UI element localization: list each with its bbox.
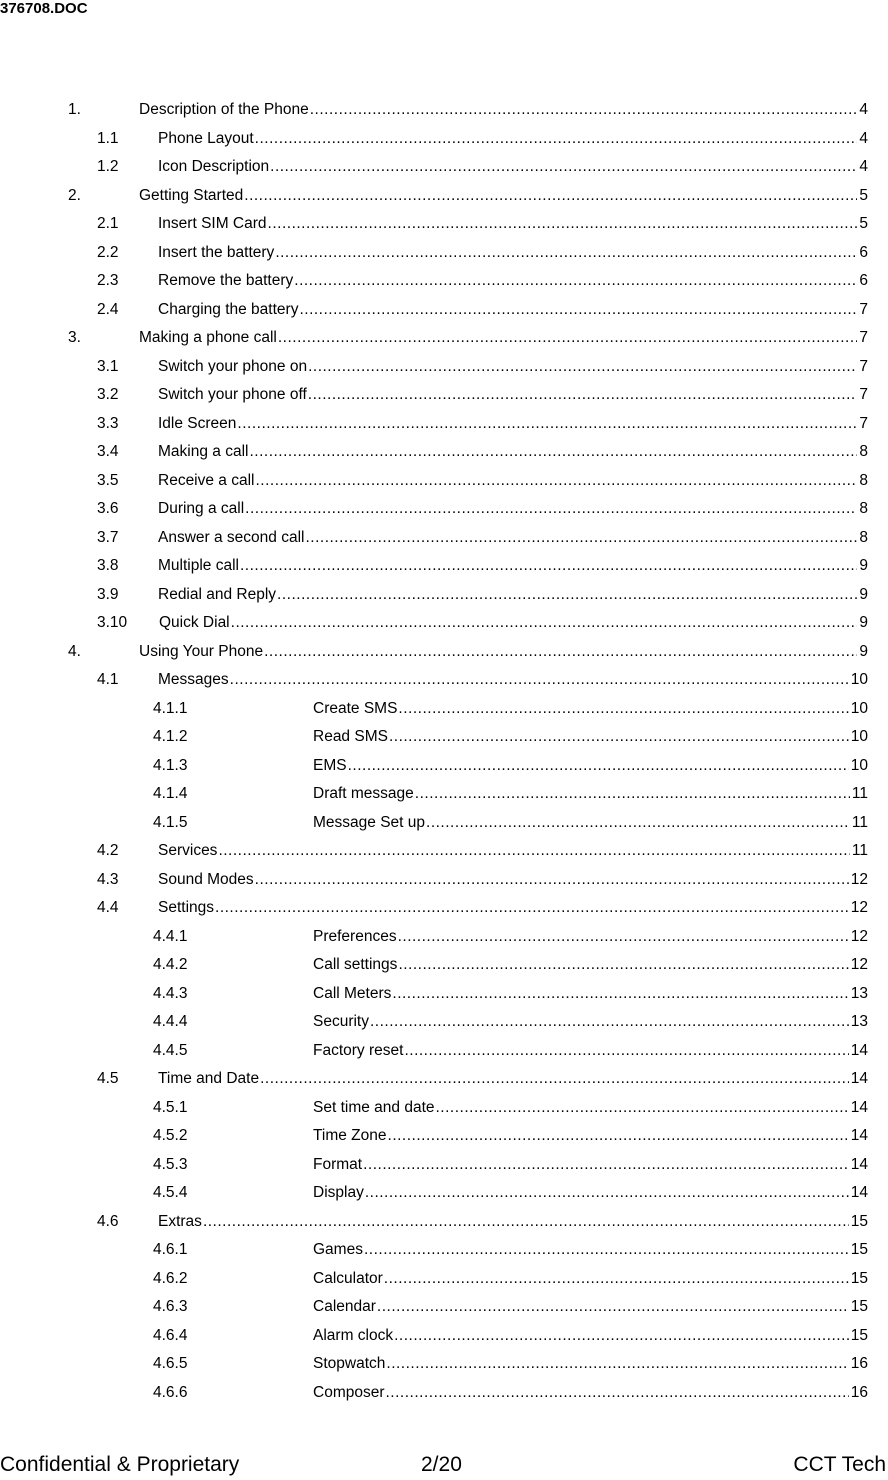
toc-entry-page: 10 bbox=[850, 671, 868, 688]
toc-dot-leader bbox=[384, 1265, 849, 1294]
toc-entry-page: 14 bbox=[850, 1184, 868, 1201]
toc-entry-number: 4.1.1 bbox=[153, 699, 188, 717]
toc-entry[interactable] bbox=[0, 524, 888, 553]
toc-entry-number: 1.2 bbox=[97, 158, 119, 175]
toc-entry-title: Redial and Reply bbox=[158, 585, 277, 603]
toc-dot-leader bbox=[398, 923, 849, 952]
toc-entry-page: 6 bbox=[859, 243, 868, 261]
toc-dot-leader bbox=[237, 410, 857, 439]
toc-entry[interactable] bbox=[0, 1208, 888, 1237]
toc-entry-page: 14 bbox=[850, 1070, 868, 1087]
toc-dot-leader bbox=[294, 267, 857, 296]
toc-entry-title: Quick Dial bbox=[159, 614, 230, 631]
toc-entry-page: 12 bbox=[850, 899, 868, 916]
toc-entry-number: 4.4.2 bbox=[153, 956, 188, 973]
toc-entry-number: 4.5.3 bbox=[153, 1155, 188, 1173]
toc-entry[interactable] bbox=[0, 410, 888, 439]
toc-entry-title: Time and Date bbox=[158, 1070, 260, 1087]
toc-entry-number: 4.4.5 bbox=[153, 1041, 188, 1059]
toc-entry-page: 15 bbox=[850, 1269, 868, 1287]
toc-entry-title: Making a phone call bbox=[139, 329, 277, 346]
toc-entry-title: Format bbox=[313, 1155, 363, 1173]
toc-entry-page: 11 bbox=[851, 813, 868, 831]
toc-dot-leader bbox=[398, 951, 848, 980]
toc-entry-page: 12 bbox=[850, 956, 868, 973]
toc-dot-leader bbox=[305, 524, 857, 553]
toc-entry[interactable] bbox=[0, 666, 888, 695]
toc-entry[interactable] bbox=[0, 723, 888, 752]
toc-entry[interactable] bbox=[0, 809, 888, 838]
toc-dot-leader bbox=[260, 1065, 849, 1094]
toc-entry-page: 10 bbox=[850, 756, 868, 774]
toc-entry-title: Call settings bbox=[313, 956, 398, 973]
toc-entry-page: 4 bbox=[859, 101, 868, 118]
toc-entry-page: 6 bbox=[859, 272, 868, 289]
toc-entry-number: 4.5.2 bbox=[153, 1127, 188, 1144]
toc-dot-leader bbox=[389, 723, 849, 752]
toc-entry-page: 14 bbox=[850, 1041, 868, 1059]
toc-entry[interactable] bbox=[0, 923, 888, 952]
toc-dot-leader bbox=[392, 980, 848, 1009]
toc-dot-leader bbox=[370, 1008, 849, 1037]
toc-entry[interactable] bbox=[0, 381, 888, 410]
toc-entry-page: 12 bbox=[850, 870, 868, 888]
toc-entry-number: 3.2 bbox=[97, 386, 119, 403]
toc-entry[interactable] bbox=[0, 438, 888, 467]
toc-entry-page: 15 bbox=[850, 1326, 868, 1344]
toc-entry-number: 4.6.3 bbox=[153, 1298, 188, 1315]
toc-entry-number: 2. bbox=[68, 186, 81, 204]
toc-entry-title: Time Zone bbox=[313, 1127, 387, 1144]
toc-entry-title: Factory reset bbox=[313, 1041, 404, 1059]
toc-entry[interactable] bbox=[0, 780, 888, 809]
toc-entry-number: 3.10 bbox=[97, 614, 128, 631]
toc-entry-title: Security bbox=[313, 1013, 369, 1030]
toc-entry-title: Sound Modes bbox=[158, 870, 254, 888]
toc-dot-leader bbox=[249, 438, 857, 467]
toc-entry-title: Charging the battery bbox=[158, 300, 299, 318]
toc-entry-page: 7 bbox=[859, 386, 868, 403]
toc-entry[interactable] bbox=[0, 1350, 888, 1379]
toc-entry-title: Phone Layout bbox=[158, 129, 254, 147]
toc-entry[interactable] bbox=[0, 1379, 888, 1408]
toc-dot-leader bbox=[308, 353, 857, 382]
toc-entry-page: 16 bbox=[850, 1383, 868, 1401]
toc-entry-page: 4 bbox=[859, 158, 868, 175]
toc-dot-leader bbox=[394, 1322, 849, 1351]
toc-entry-number: 4.4.3 bbox=[153, 984, 188, 1002]
toc-entry-number: 4.1.4 bbox=[153, 785, 188, 802]
toc-entry-title: Read SMS bbox=[313, 728, 388, 745]
page-footer bbox=[0, 1450, 888, 1480]
toc-entry-title: Switch your phone off bbox=[158, 386, 307, 403]
toc-dot-leader bbox=[299, 296, 857, 325]
toc-entry-page: 14 bbox=[850, 1155, 868, 1173]
toc-entry-number: 3. bbox=[68, 329, 81, 346]
toc-entry[interactable] bbox=[0, 467, 888, 496]
toc-entry[interactable] bbox=[0, 1322, 888, 1351]
toc-entry-number: 4.4.1 bbox=[153, 927, 188, 945]
toc-dot-leader bbox=[256, 467, 858, 496]
toc-entry-number: 2.2 bbox=[97, 243, 119, 261]
toc-entry-title: Games bbox=[313, 1241, 363, 1258]
toc-entry-page: 7 bbox=[859, 357, 868, 375]
toc-entry-page: 12 bbox=[850, 927, 868, 945]
toc-entry-title: Composer bbox=[313, 1383, 385, 1401]
toc-entry-title: Set time and date bbox=[313, 1098, 435, 1116]
toc-entry[interactable] bbox=[0, 1236, 888, 1265]
toc-entry-number: 3.6 bbox=[97, 500, 119, 517]
toc-entry-title: Message Set up bbox=[313, 813, 426, 831]
toc-entry-page: 15 bbox=[850, 1212, 868, 1230]
toc-dot-leader bbox=[215, 894, 849, 923]
toc-entry-number: 3.5 bbox=[97, 471, 119, 489]
toc-entry[interactable] bbox=[0, 267, 888, 296]
toc-dot-leader bbox=[277, 581, 857, 610]
toc-entry-page: 8 bbox=[859, 471, 868, 489]
toc-entry-number: 2.4 bbox=[97, 300, 119, 318]
toc-dot-leader bbox=[231, 609, 858, 638]
toc-entry[interactable] bbox=[0, 1151, 888, 1180]
toc-dot-leader bbox=[364, 1236, 849, 1265]
toc-entry[interactable] bbox=[0, 1008, 888, 1037]
toc-entry[interactable] bbox=[0, 353, 888, 382]
toc-entry-page: 7 bbox=[859, 414, 868, 432]
toc-entry-number: 3.1 bbox=[97, 357, 119, 375]
toc-entry[interactable] bbox=[0, 210, 888, 239]
toc-entry-title: Preferences bbox=[313, 927, 397, 945]
toc-entry-title: Create SMS bbox=[313, 699, 398, 717]
toc-entry-page: 7 bbox=[859, 300, 868, 318]
toc-entry-title: Call Meters bbox=[313, 984, 392, 1002]
toc-entry-number: 4.3 bbox=[97, 870, 119, 888]
toc-entry-title: Icon Description bbox=[158, 158, 270, 175]
toc-entry-number: 3.7 bbox=[97, 528, 119, 546]
toc-entry-number: 4.4.4 bbox=[153, 1013, 188, 1030]
toc-entry-title: Services bbox=[158, 842, 218, 859]
toc-entry-number: 3.9 bbox=[97, 585, 119, 603]
toc-dot-leader bbox=[270, 153, 857, 182]
toc-dot-leader bbox=[365, 1179, 849, 1208]
toc-entry[interactable] bbox=[0, 581, 888, 610]
toc-dot-leader bbox=[388, 1122, 849, 1151]
toc-entry-number: 4.5.4 bbox=[153, 1184, 188, 1201]
toc-entry[interactable] bbox=[0, 752, 888, 781]
toc-entry-page: 8 bbox=[859, 500, 868, 517]
toc-entry[interactable] bbox=[0, 239, 888, 268]
toc-entry-number: 4.1 bbox=[97, 671, 119, 688]
toc-entry[interactable] bbox=[0, 182, 888, 211]
toc-entry-page: 14 bbox=[850, 1127, 868, 1144]
toc-entry-number: 4.6.6 bbox=[153, 1383, 188, 1401]
footer-page-number: 2/20 bbox=[421, 1453, 462, 1476]
toc-entry[interactable] bbox=[0, 153, 888, 182]
toc-dot-leader bbox=[240, 552, 857, 581]
toc-entry-number: 3.8 bbox=[97, 557, 119, 574]
toc-entry[interactable] bbox=[0, 695, 888, 724]
toc-entry-number: 2.1 bbox=[97, 215, 119, 232]
toc-dot-leader bbox=[386, 1379, 849, 1408]
toc-dot-leader bbox=[255, 125, 858, 154]
toc-entry-title: Extras bbox=[158, 1212, 202, 1230]
toc-entry-title: Draft message bbox=[313, 785, 414, 802]
toc-entry-title: Remove the battery bbox=[158, 272, 294, 289]
toc-entry[interactable] bbox=[0, 894, 888, 923]
toc-entry-title: Display bbox=[313, 1184, 364, 1201]
toc-entry[interactable] bbox=[0, 552, 888, 581]
toc-entry-number: 2.3 bbox=[97, 272, 119, 289]
toc-entry-page: 5 bbox=[859, 186, 868, 204]
toc-entry-page: 14 bbox=[850, 1098, 868, 1116]
toc-entry-page: 15 bbox=[850, 1241, 868, 1258]
toc-entry-number: 4.5 bbox=[97, 1070, 119, 1087]
toc-entry[interactable] bbox=[0, 951, 888, 980]
toc-entry[interactable] bbox=[0, 1179, 888, 1208]
toc-entry[interactable] bbox=[0, 609, 888, 638]
toc-entry-page: 9 bbox=[859, 614, 868, 631]
toc-entry-page: 7 bbox=[859, 329, 868, 346]
toc-dot-leader bbox=[230, 666, 849, 695]
toc-entry-page: 16 bbox=[850, 1355, 868, 1372]
toc-entry-page: 13 bbox=[850, 1013, 868, 1030]
toc-entry-page: 11 bbox=[851, 842, 868, 859]
toc-entry-page: 4 bbox=[859, 129, 868, 147]
toc-entry[interactable] bbox=[0, 96, 888, 125]
toc-entry-title: Calendar bbox=[313, 1298, 376, 1315]
toc-dot-leader bbox=[203, 1208, 849, 1237]
toc-entry-page: 10 bbox=[850, 728, 868, 745]
toc-dot-leader bbox=[363, 1151, 849, 1180]
toc-entry-title: Settings bbox=[158, 899, 215, 916]
toc-entry-title: Calculator bbox=[313, 1269, 383, 1287]
toc-entry-number: 3.3 bbox=[97, 414, 119, 432]
toc-entry-title: Answer a second call bbox=[158, 528, 305, 546]
toc-entry[interactable] bbox=[0, 324, 888, 353]
toc-dot-leader bbox=[348, 752, 849, 781]
toc-entry-title: Stopwatch bbox=[313, 1355, 386, 1372]
toc-entry[interactable] bbox=[0, 296, 888, 325]
toc-entry-page: 10 bbox=[850, 699, 868, 717]
toc-entry-number: 3.4 bbox=[97, 443, 119, 460]
toc-dot-leader bbox=[415, 780, 850, 809]
toc-entry[interactable] bbox=[0, 1037, 888, 1066]
toc-entry[interactable] bbox=[0, 866, 888, 895]
toc-entry-title: Alarm clock bbox=[313, 1326, 394, 1344]
toc-entry[interactable] bbox=[0, 1065, 888, 1094]
toc-entry-number: 4.6.5 bbox=[153, 1355, 188, 1372]
toc-dot-leader bbox=[244, 182, 857, 211]
toc-entry-page: 9 bbox=[859, 585, 868, 603]
toc-dot-leader bbox=[398, 695, 848, 724]
toc-entry-number: 4.4 bbox=[97, 899, 119, 916]
toc-entry-page: 9 bbox=[859, 642, 868, 660]
footer-company: CCT Tech bbox=[793, 1453, 886, 1476]
toc-dot-leader bbox=[426, 809, 850, 838]
toc-dot-leader bbox=[386, 1350, 848, 1379]
document-filename: 376708.DOC bbox=[0, 0, 88, 17]
toc-entry-title: Using Your Phone bbox=[139, 642, 264, 660]
toc-entry-title: Multiple call bbox=[158, 557, 239, 574]
toc-dot-leader bbox=[275, 239, 857, 268]
toc-entry[interactable] bbox=[0, 980, 888, 1009]
toc-entry[interactable] bbox=[0, 125, 888, 154]
toc-entry-page: 13 bbox=[850, 984, 868, 1002]
toc-entry-title: Making a call bbox=[158, 443, 249, 460]
toc-entry[interactable] bbox=[0, 1293, 888, 1322]
table-of-contents bbox=[0, 96, 888, 1407]
toc-entry-title: Receive a call bbox=[158, 471, 255, 489]
toc-dot-leader bbox=[310, 96, 858, 125]
toc-entry-title: During a call bbox=[158, 500, 245, 517]
toc-entry-page: 15 bbox=[850, 1298, 868, 1315]
toc-entry-title: Insert the battery bbox=[158, 243, 275, 261]
toc-entry-number: 4.5.1 bbox=[153, 1098, 188, 1116]
toc-entry-title: EMS bbox=[313, 756, 347, 774]
toc-entry-number: 4.1.5 bbox=[153, 813, 188, 831]
toc-dot-leader bbox=[268, 210, 858, 239]
toc-entry[interactable] bbox=[0, 638, 888, 667]
toc-entry-title: Insert SIM Card bbox=[158, 215, 267, 232]
toc-entry[interactable] bbox=[0, 1122, 888, 1151]
toc-entry-number: 4.6 bbox=[97, 1212, 119, 1230]
toc-dot-leader bbox=[308, 381, 858, 410]
toc-entry-title: Getting Started bbox=[139, 186, 244, 204]
toc-entry-number: 4.1.3 bbox=[153, 756, 188, 774]
toc-dot-leader bbox=[218, 837, 849, 866]
toc-entry[interactable] bbox=[0, 495, 888, 524]
toc-entry[interactable] bbox=[0, 1094, 888, 1123]
toc-entry-number: 1.1 bbox=[97, 129, 119, 147]
toc-entry[interactable] bbox=[0, 837, 888, 866]
footer-confidentiality: Confidential & Proprietary bbox=[0, 1453, 240, 1476]
toc-dot-leader bbox=[377, 1293, 849, 1322]
toc-dot-leader bbox=[278, 324, 858, 353]
toc-entry-title: Idle Screen bbox=[158, 414, 237, 432]
toc-entry-number: 4.6.4 bbox=[153, 1326, 188, 1344]
toc-entry-page: 8 bbox=[859, 528, 868, 546]
toc-entry[interactable] bbox=[0, 1265, 888, 1294]
toc-dot-leader bbox=[404, 1037, 848, 1066]
toc-entry-page: 9 bbox=[859, 557, 868, 574]
toc-entry-page: 8 bbox=[859, 443, 868, 460]
toc-entry-title: Messages bbox=[158, 671, 229, 688]
toc-dot-leader bbox=[245, 495, 857, 524]
toc-entry-page: 11 bbox=[851, 785, 868, 802]
toc-dot-leader bbox=[264, 638, 857, 667]
toc-entry-number: 1. bbox=[68, 101, 81, 118]
toc-entry-number: 4.1.2 bbox=[153, 728, 188, 745]
toc-entry-number: 4. bbox=[68, 642, 81, 660]
toc-entry-number: 4.2 bbox=[97, 842, 119, 859]
toc-entry-title: Description of the Phone bbox=[139, 101, 309, 118]
toc-entry-number: 4.6.2 bbox=[153, 1269, 188, 1287]
toc-dot-leader bbox=[436, 1094, 849, 1123]
toc-dot-leader bbox=[255, 866, 849, 895]
toc-entry-title: Switch your phone on bbox=[158, 357, 308, 375]
toc-entry-page: 5 bbox=[859, 215, 868, 232]
toc-entry-number: 4.6.1 bbox=[153, 1241, 188, 1258]
